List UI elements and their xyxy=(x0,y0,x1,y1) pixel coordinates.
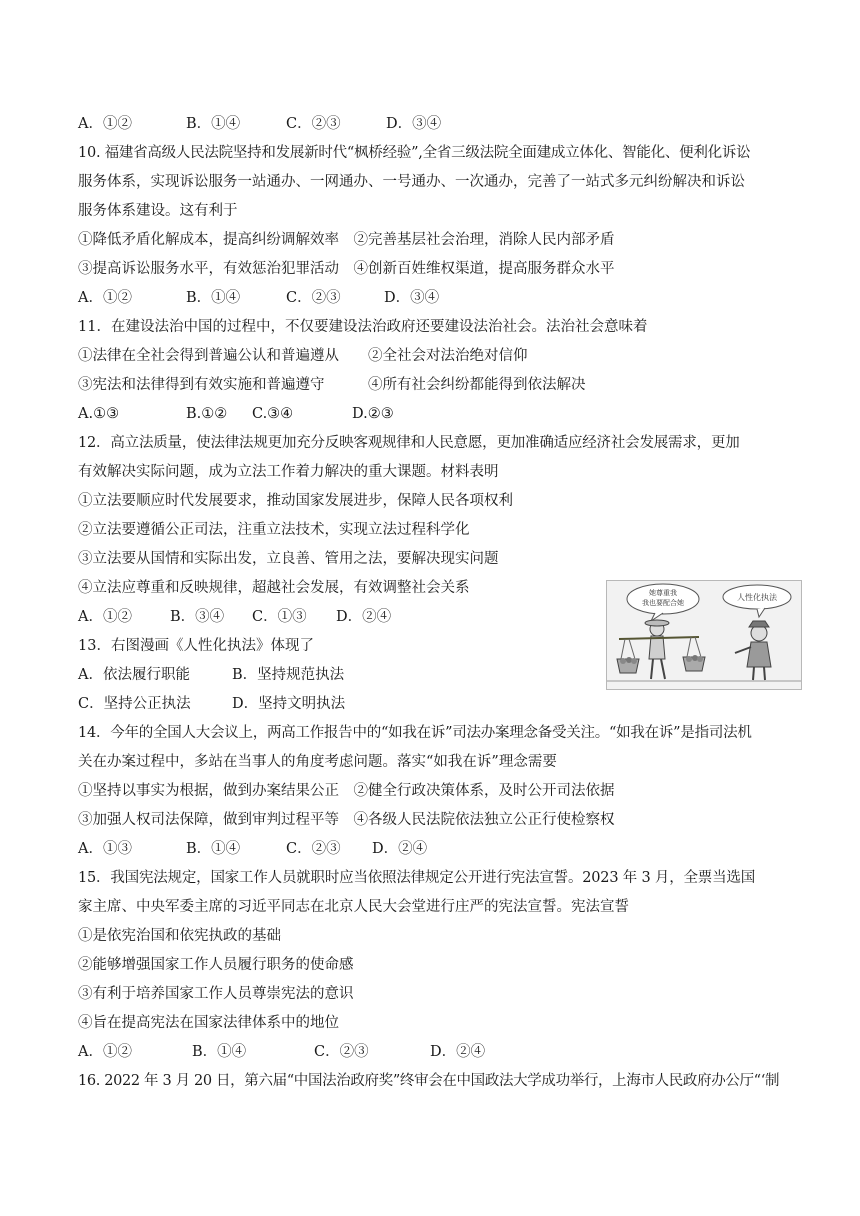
q11-option-b: B.①② xyxy=(186,406,228,422)
q13-option-a: A．依法履行职能 xyxy=(78,667,190,683)
q14-option-d: D．②④ xyxy=(372,841,428,857)
q14-statement-3-4: ③加强人权司法保障，做到审判过程平等 ④各级人民法院依法独立公正行使检察权 xyxy=(78,812,615,828)
q10-option-a: A．①② xyxy=(78,290,132,306)
q14-option-b: B．①④ xyxy=(186,841,241,857)
q16-stem-line-1: 16. 2022 年 3 月 20 日，第六届“中国法治政府奖”终审会在中国政法大学成功举行，上海市人民政府办公厅“‘制 xyxy=(78,1073,780,1089)
q10-stem-line-3: 服务体系建设。这有利于 xyxy=(78,203,238,219)
cartoon-bubble-left-line2: 我也要配合她 xyxy=(642,599,684,607)
q14-statement-1-2: ①坚持以事实为根据，做到办案结果公正 ②健全行政决策体系，及时公开司法依据 xyxy=(78,783,615,799)
q15-option-c: C．②③ xyxy=(314,1044,369,1060)
q15-statement-2: ②能够增强国家工作人员履行职务的使命感 xyxy=(78,957,354,973)
q12-statement-3: ③立法要从国情和实际出发，立良善、管用之法，要解决现实问题 xyxy=(78,551,499,567)
cartoon-bubble-right-text: 人性化执法 xyxy=(737,593,777,602)
q15-option-a: A．①② xyxy=(78,1044,132,1060)
q9-option-b: B．①④ xyxy=(186,116,241,132)
q12-option-a: A．①② xyxy=(78,609,132,625)
q15-statement-4: ④旨在提高宪法在国家法律体系中的地位 xyxy=(78,1015,339,1031)
q10-option-b: B．①④ xyxy=(186,290,241,306)
q11-statement-3-4: ③宪法和法律得到有效实施和普遍遵守 ④所有社会纠纷都能得到依法解决 xyxy=(78,377,586,393)
q12-statement-1: ①立法要顺应时代发展要求，推动国家发展进步，保障人民各项权利 xyxy=(78,493,513,509)
q10-option-d: D．③④ xyxy=(384,290,440,306)
q13-option-c: C．坚持公正执法 xyxy=(78,696,191,712)
q15-stem-line-2: 家主席、中央军委主席的习近平同志在北京人民大会堂进行庄严的宪法宣誓。宪法宣誓 xyxy=(78,899,629,915)
q15-option-d: D．②④ xyxy=(430,1044,486,1060)
q9-option-c: C．②③ xyxy=(286,116,341,132)
cartoon-bubble-left-line1: 她尊重我 xyxy=(649,589,677,597)
q15-stem-line-1: 15．我国宪法规定，国家工作人员就职时应当依照法律规定公开进行宪法宣誓。2023 年 3 月，全票当选国 xyxy=(78,870,756,886)
q14-stem-line-1: 14．今年的全国人大会议上，两高工作报告中的“如我在诉”司法办案理念备受关注。“如我在诉”是指司法机 xyxy=(78,725,752,741)
q14-stem-line-2: 关在办案过程中，多站在当事人的角度考虑问题。落实“如我在诉”理念需要 xyxy=(78,754,557,770)
q11-option-c: C.③④ xyxy=(252,406,294,422)
q12-stem-line-2: 有效解决实际问题，成为立法工作着力解决的重大课题。材料表明 xyxy=(78,464,499,480)
q10-option-c: C．②③ xyxy=(286,290,341,306)
q13-option-b: B．坚持规范执法 xyxy=(232,667,345,683)
q15-statement-3: ③有利于培养国家工作人员尊崇宪法的意识 xyxy=(78,986,354,1002)
q9-option-d: D．③④ xyxy=(386,116,442,132)
q11-option-d: D.②③ xyxy=(352,406,394,422)
q12-statement-4: ④立法应尊重和反映规律，超越社会发展，有效调整社会关系 xyxy=(78,580,470,596)
q12-statement-2: ②立法要遵循公正司法，注重立法技术，实现立法过程科学化 xyxy=(78,522,470,538)
q15-statement-1: ①是依宪治国和依宪执政的基础 xyxy=(78,928,281,944)
q12-option-b: B．③④ xyxy=(170,609,225,625)
q9-option-a: A．①② xyxy=(78,116,132,132)
q10-stem-line-1: 10. 福建省高级人民法院坚持和发展新时代“枫桥经验”,全省三级法院全面建成立体化、智能化、便利化诉讼 xyxy=(78,145,751,161)
q12-option-c: C．①③ xyxy=(252,609,307,625)
q14-option-a: A．①③ xyxy=(78,841,132,857)
q13-stem: 13．右图漫画《人性化执法》体现了 xyxy=(78,638,314,654)
q10-statement-1-2: ①降低矛盾化解成本，提高纠纷调解效率 ②完善基层社会治理，消除人民内部矛盾 xyxy=(78,232,615,248)
q12-stem-line-1: 12．高立法质量，使法律法规更加充分反映客观规律和人民意愿，更加准确适应经济社会发展需求，更加 xyxy=(78,435,740,451)
humane-law-enforcement-cartoon xyxy=(606,580,802,690)
q10-stem-line-2: 服务体系，实现诉讼服务一站通办、一网通办、一号通办、一次通办，完善了一站式多元纠纷解决和诉讼 xyxy=(78,174,745,190)
q10-statement-3-4: ③提高诉讼服务水平，有效惩治犯罪活动 ④创新百姓维权渠道，提高服务群众水平 xyxy=(78,261,615,277)
q12-option-d: D．②④ xyxy=(336,609,392,625)
q11-statement-1-2: ①法律在全社会得到普遍公认和普遍遵从 ②全社会对法治绝对信仰 xyxy=(78,348,528,364)
q11-stem: 11．在建设法治中国的过程中，不仅要建设法治政府还要建设法治社会。法治社会意味着 xyxy=(78,319,648,335)
q13-option-d: D．坚持文明执法 xyxy=(232,696,346,712)
q11-option-a: A.①③ xyxy=(78,406,120,422)
q15-option-b: B．①④ xyxy=(192,1044,247,1060)
q14-option-c: C．②③ xyxy=(286,841,341,857)
